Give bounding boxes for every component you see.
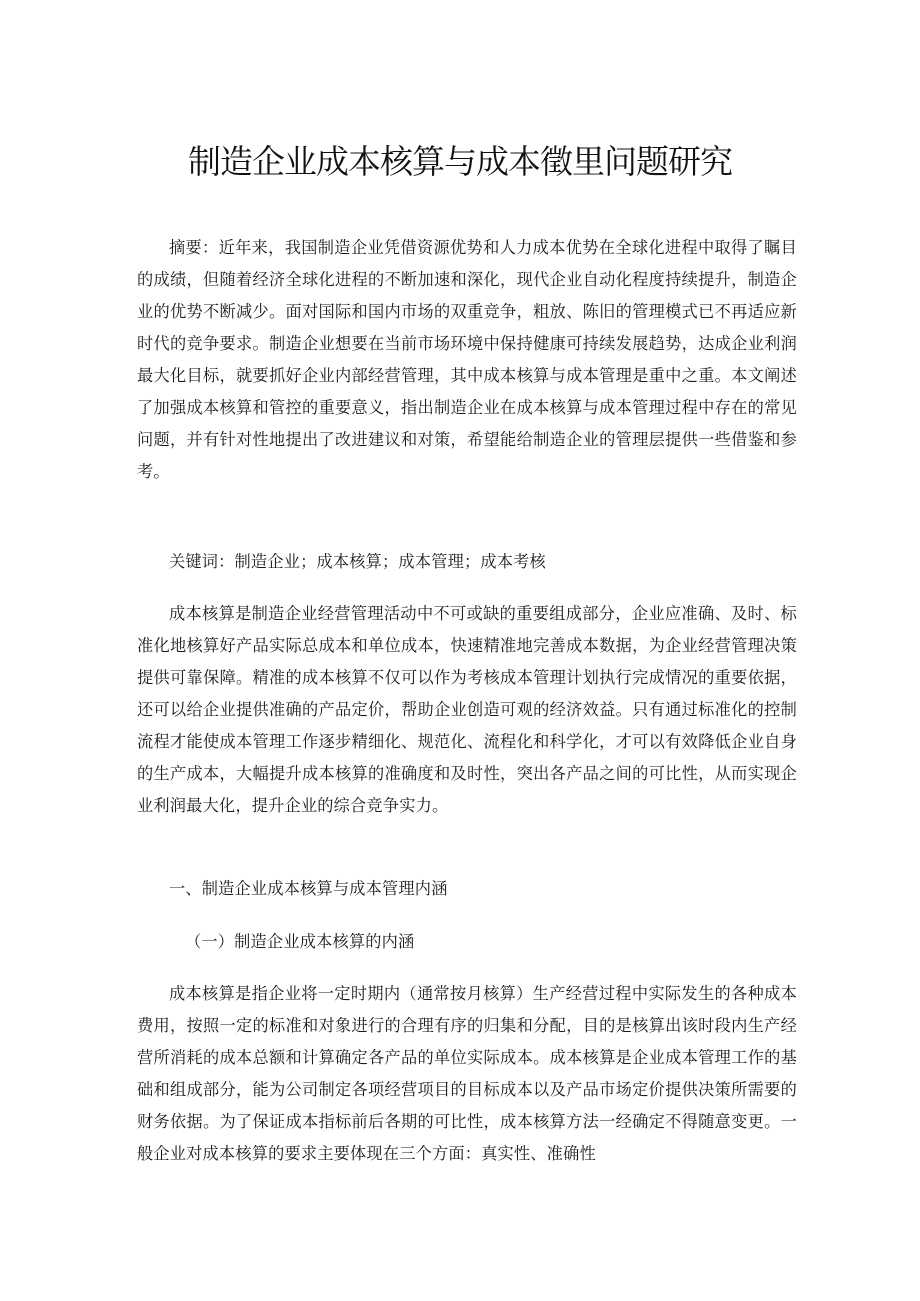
- subsection-heading-1: （一）制造企业成本核算的内涵: [185, 932, 415, 952]
- keywords-line: 关键词：制造企业；成本核算；成本管理；成本考核: [169, 552, 546, 572]
- section-heading-1: 一、制造企业成本核算与成本管理内涵: [169, 879, 448, 899]
- document-title: 制造企业成本核算与成本徵里问题研究: [188, 142, 732, 181]
- body-paragraph-2: 成本核算是指企业将一定时期内（通常按月核算）生产经营过程中实际发生的各种成本费用，按照一定的标准和对象进行的合理有序的归集和分配，目的是核算出该时段内生产经营所消耗的成本总额和计算确定各产品的单位实际成本。成本核算是企业成本管理工作的基础和组成部分，能为公司制定各项经营项目的目标成本以及产品市场定价提供决策所需要的财务依据。为了保证成本指标前后各期的可比性，成本核算方法一经确定不得随意变更。一般企业对成本核算的要求主要体现在三个方面：真实性、准确性: [137, 984, 797, 1164]
- abstract-paragraph: 摘要：近年来，我国制造企业凭借资源优势和人力成本优势在全球化进程中取得了瞩目的成绩，但随着经济全球化进程的不断加速和深化，现代企业自动化程度持续提升，制造企业的优势不断减少。面对国际和国内市场的双重竞争，粗放、陈旧的管理模式已不再适应新时代的竞争要求。制造企业想要在当前市场环境中保持健康可持续发展趋势，达成企业利润最大化目标，就要抓好企业内部经营管理，其中成本核算与成本管理是重中之重。本文阐述了加强成本核算和管控的重要意义，指出制造企业在成本核算与成本管理过程中存在的常见问题，并有针对性地提出了改进建议和对策，希望能给制造企业的管理层提供一些借鉴和参考。: [137, 238, 797, 482]
- body-paragraph-1: 成本核算是制造企业经营管理活动中不可或缺的重要组成部分，企业应准确、及时、标准化地核算好产品实际总成本和单位成本，快速精准地完善成本数据，为企业经营管理决策提供可靠保障。精准的成本核算不仅可以作为考核成本管理计划执行完成情况的重要依据，还可以给企业提供准确的产品定价，帮助企业创造可观的经济效益。只有通过标准化的控制流程才能使成本管理工作逐步精细化、规范化、流程化和科学化，才可以有效降低企业自身的生产成本，大幅提升成本核算的准确度和及时性，突出各产品之间的可比性，从而实现企业利润最大化，提升企业的综合竞争实力。: [137, 604, 797, 816]
